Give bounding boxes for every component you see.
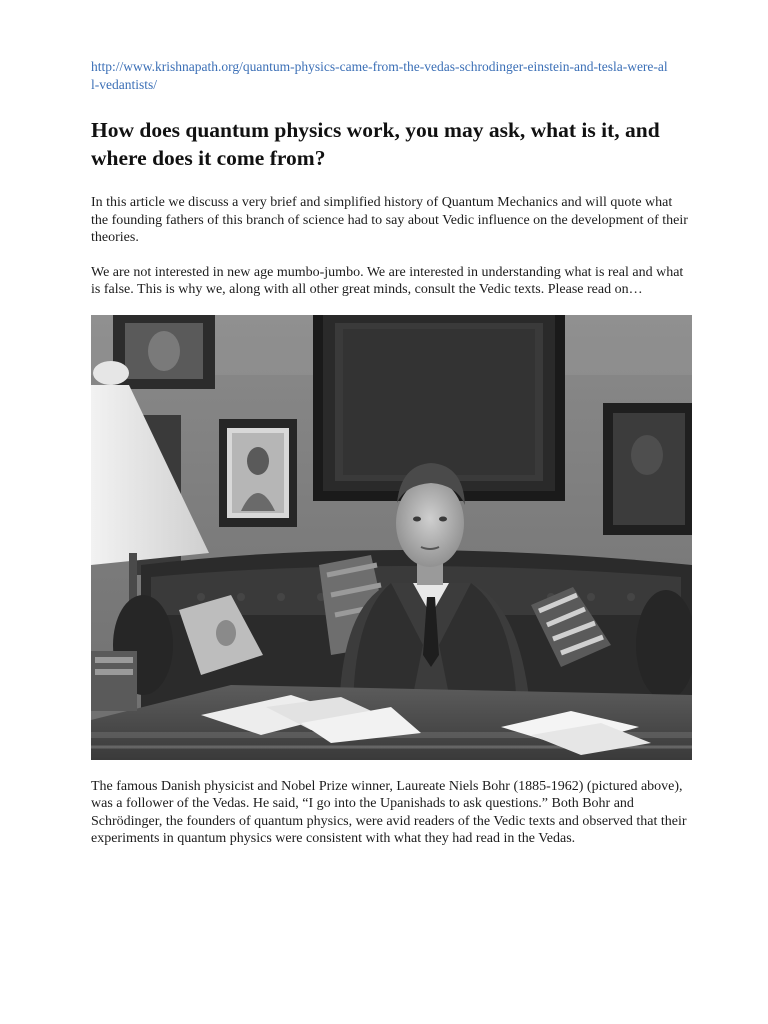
wall-frame-portrait	[219, 419, 297, 527]
document-page	[91, 58, 691, 848]
article-title: How does quantum physics work, you may ask, what is it, and where does it come from?	[91, 118, 660, 170]
source-url-link[interactable]: http://www.krishnapath.org/quantum-physics-came-from-the-vedas-schrodinger-einstein-and-tesla-were-all-vedantists/	[91, 59, 668, 92]
wall-frame-right	[603, 403, 692, 535]
intro-paragraph: In this article we discuss a very brief and simplified history of Quantum Mechanics and will quote what the founding fathers of this branch of science had to say about Vedic influence on the development of their theories.	[91, 195, 688, 245]
statement-paragraph: We are not interested in new age mumbo-jumbo. We are interested in understanding what is real and what is false. This is why we, along with all other great minds, consult the Vedic texts. Please read on…	[91, 264, 684, 297]
wall-frame-top-left	[113, 315, 215, 389]
photo-caption-paragraph: The famous Danish physicist and Nobel Prize winner, Laureate Niels Bohr (1885-1962) (pictured above), was a follower of the Vedas. He said, “I go into the Upanishads to ask questions.” Both Bohr and Schrödinger, the founders of quantum physics, were avid readers of the Vedic texts and observed that their experiments in quantum physics were consistent with what they had read in the Vedas.	[91, 778, 687, 846]
niels-bohr-photo	[91, 315, 692, 760]
